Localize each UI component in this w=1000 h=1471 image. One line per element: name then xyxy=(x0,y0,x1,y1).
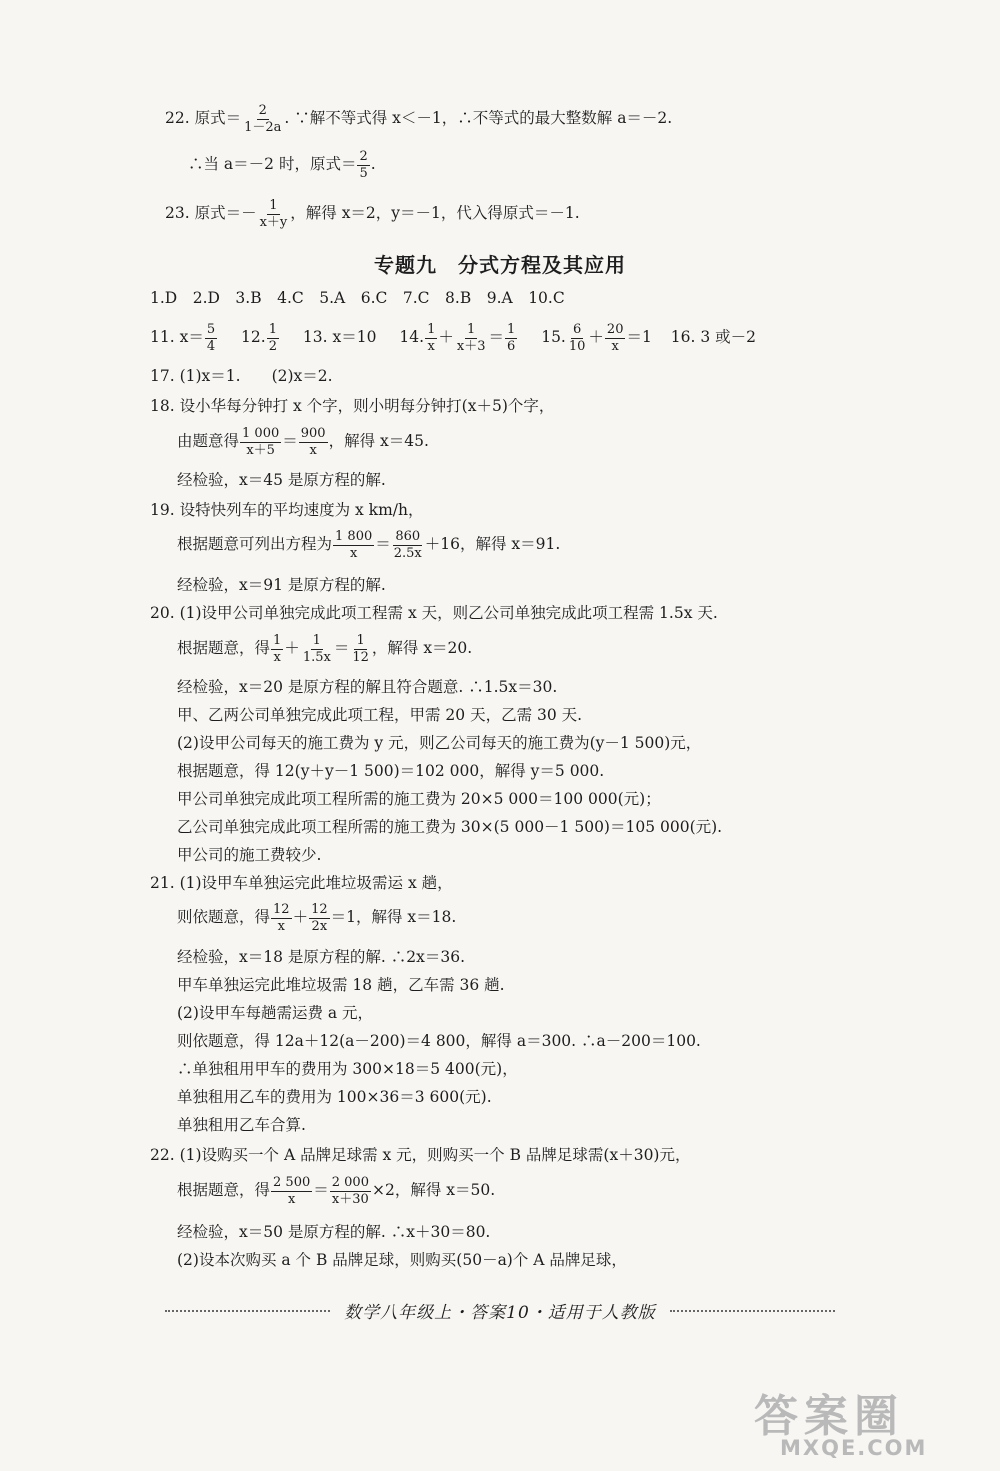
answer-20-line4: 甲、乙两公司单独完成此项工程，甲需 20 天，乙需 30 天. xyxy=(177,706,583,724)
answer-20-line3: 经检验，x＝20 是原方程的解且符合题意. ∴1.5x＝30. xyxy=(177,678,558,696)
page-footer xyxy=(0,1298,1000,1323)
denominator: x xyxy=(427,338,435,354)
watermark-logo xyxy=(740,1380,990,1464)
fill-answers xyxy=(150,323,756,353)
fraction xyxy=(567,323,588,353)
answer-18-line1: 18. 设小华每分钟打 x 个字，则小明每分钟打(x＋5)个字， xyxy=(150,397,555,415)
numerator: 5 xyxy=(206,322,216,337)
text: ，解得 x＝45. xyxy=(328,432,429,451)
numerator: 900 xyxy=(300,426,326,441)
numerator: 20 xyxy=(606,322,624,337)
text: ＝ xyxy=(313,1181,329,1200)
fraction xyxy=(357,150,369,180)
answer-19-line3: 经检验，x＝91 是原方程的解. xyxy=(177,576,386,594)
numerator: 1 xyxy=(506,322,516,337)
fraction xyxy=(240,427,281,457)
section-title: 专题九 分式方程及其应用 xyxy=(374,253,626,277)
answer-18-line3: 经检验，x＝45 是原方程的解. xyxy=(177,471,386,489)
answer-22-prev-line1 xyxy=(165,104,672,134)
denominator: 4 xyxy=(206,338,216,354)
fraction xyxy=(605,323,626,353)
fraction xyxy=(330,1176,371,1206)
answer-20-line8: 乙公司单独完成此项工程所需的施工费为 30×(5 000－1 500)＝105 000(元). xyxy=(177,818,723,836)
numerator: 12 xyxy=(311,902,328,917)
fraction xyxy=(425,323,437,353)
text: . ∵解不等式得 x＜－1，∴不等式的最大整数解 a＝－2. xyxy=(284,109,673,128)
answer-21-line1: 21. (1)设甲车单独运完此堆垃圾需运 x 趟， xyxy=(150,874,453,892)
numerator: 1 xyxy=(467,322,476,337)
text: ＝ xyxy=(375,535,391,554)
answer-20-line2 xyxy=(177,634,472,664)
text: 12. xyxy=(241,328,266,347)
denominator: 5 xyxy=(359,165,368,181)
watermark-main: 答案圈 xyxy=(754,1391,904,1442)
fraction xyxy=(392,530,424,560)
denominator: x＋y xyxy=(259,214,288,230)
answer-20-line6: 根据题意，得 12(y＋y－1 500)＝102 000，解得 y＝5 000. xyxy=(177,762,605,780)
footer-rule-left xyxy=(165,1310,330,1312)
text: 13. x＝10 xyxy=(302,328,377,347)
answer-21-line7: ∴单独租用甲车的费用为 300×18＝5 400(元)， xyxy=(177,1060,518,1078)
answer-23-prev xyxy=(165,199,580,229)
text: ＋ xyxy=(438,328,454,347)
text: 15. xyxy=(541,328,566,347)
text: 23. 原式＝－ xyxy=(165,204,257,223)
text: 11. x＝ xyxy=(150,328,204,347)
text: ＋ xyxy=(588,328,604,347)
denominator: x xyxy=(277,918,285,934)
fraction xyxy=(242,104,283,134)
denominator: x＋30 xyxy=(331,1191,369,1207)
footer-text: 数学八年级上・答案10・适用于人教版 xyxy=(344,1303,656,1323)
denominator: 2x xyxy=(311,918,328,934)
text: 14. xyxy=(399,328,425,347)
answer-21-line4: 甲车单独运完此堆垃圾需 18 趟，乙车需 36 趟. xyxy=(177,976,505,994)
answer-22-line4: (2)设本次购买 a 个 B 品牌足球，则购买(50－a)个 A 品牌足球， xyxy=(177,1251,627,1269)
numerator: 12 xyxy=(273,902,290,917)
text: 由题意得 xyxy=(177,432,240,451)
answer-21-line2 xyxy=(177,903,456,933)
numerator: 2 xyxy=(258,103,267,118)
numerator: 1 xyxy=(269,198,278,213)
fraction xyxy=(267,323,279,353)
answer-20-line1: 20. (1)设甲公司单独完成此项工程需 x 天，则乙公司单独完成此项工程需 1.5x 天. xyxy=(150,604,718,622)
answer-18-line2 xyxy=(177,427,429,457)
denominator: 6 xyxy=(506,338,516,354)
denominator: 2 xyxy=(268,338,277,354)
text: 则依题意，得 xyxy=(177,908,271,927)
numerator: 2 500 xyxy=(273,1175,311,1190)
fraction xyxy=(350,634,371,664)
text: ＝ xyxy=(333,639,350,658)
denominator: x＋5 xyxy=(246,442,275,458)
choice-answers: 1.D 2.D 3.B 4.C 5.A 6.C 7.C 8.B 9.A 10.C xyxy=(150,289,565,307)
text: 根据题意，得 xyxy=(177,1181,271,1200)
denominator: x＋3 xyxy=(456,338,486,354)
numerator: 1 xyxy=(427,322,436,337)
denominator: x xyxy=(287,1191,296,1207)
numerator: 860 xyxy=(395,529,421,544)
numerator: 1 800 xyxy=(335,529,373,544)
denominator: x xyxy=(309,442,317,458)
answer-22-prev-line2 xyxy=(188,150,376,180)
fraction xyxy=(301,634,333,664)
fraction xyxy=(333,530,374,560)
answer-21-line9: 单独租用乙车合算. xyxy=(177,1116,306,1134)
denominator: 1－2a xyxy=(244,119,282,135)
answer-21-line5: (2)设甲车每趟需运费 a 元， xyxy=(177,1004,374,1022)
text: ，解得 x＝20. xyxy=(371,639,473,658)
answer-22-line2 xyxy=(177,1176,495,1206)
text: . xyxy=(370,155,376,174)
answer-20-line9: 甲公司的施工费较少. xyxy=(177,846,322,864)
fraction xyxy=(309,903,330,933)
answer-21-line6: 则依题意，得 12a＋12(a－200)＝4 800，解得 a＝300. ∴a－200＝100. xyxy=(177,1032,701,1050)
answer-20-line7: 甲公司单独完成此项工程所需的施工费为 20×5 000＝100 000(元)； xyxy=(177,790,661,808)
text: ＝ xyxy=(488,328,504,347)
answer-19-line2 xyxy=(177,530,560,560)
answer-21-line8: 单独租用乙车的费用为 100×36＝3 600(元). xyxy=(177,1088,492,1106)
watermark-url: MXQE.COM xyxy=(780,1436,928,1460)
text: ＋ xyxy=(292,908,309,927)
text: 16. 3 或－2 xyxy=(670,328,757,347)
text: ＋16，解得 x＝91. xyxy=(424,535,561,554)
text: ＝ xyxy=(282,432,298,451)
answer-22-line1: 22. (1)设购买一个 A 品牌足球需 x 元，则购买一个 B 品牌足球需(x＋30)元， xyxy=(150,1146,691,1164)
text: ，解得 x＝2，y＝－1，代入得原式＝－1. xyxy=(290,204,580,223)
answer-22-line3: 经检验，x＝50 是原方程的解. ∴x＋30＝80. xyxy=(177,1223,491,1241)
fraction xyxy=(505,323,517,353)
numerator: 6 xyxy=(572,322,582,337)
denominator: x xyxy=(349,545,358,561)
answer-21-line3: 经检验，x＝18 是原方程的解. ∴2x＝36. xyxy=(177,948,465,966)
numerator: 2 000 xyxy=(331,1175,369,1190)
denominator: 10 xyxy=(568,338,586,354)
fraction xyxy=(258,199,290,229)
numerator: 1 xyxy=(268,322,277,337)
fraction xyxy=(271,634,283,664)
fraction xyxy=(271,903,292,933)
fraction xyxy=(455,323,488,353)
denominator: 12 xyxy=(352,649,369,665)
text: 22. 原式＝ xyxy=(165,109,242,128)
numerator: 1 000 xyxy=(242,426,280,441)
fraction xyxy=(271,1176,312,1206)
answer-19-line1: 19. 设特快列车的平均速度为 x km/h， xyxy=(150,501,424,519)
fraction xyxy=(299,427,328,457)
footer-rule-right xyxy=(670,1310,835,1312)
denominator: x xyxy=(611,338,619,354)
answer-17: 17. (1)x＝1. (2)x＝2. xyxy=(150,367,333,385)
text: ∴当 a＝－2 时，原式＝ xyxy=(188,155,357,174)
answer-20-line5: (2)设甲公司每天的施工费为 y 元，则乙公司每天的施工费为(y－1 500)元， xyxy=(177,734,702,752)
text: ×2，解得 x＝50. xyxy=(371,1181,496,1200)
denominator: x xyxy=(273,649,281,665)
text: ＋ xyxy=(284,639,300,658)
fraction xyxy=(205,323,217,353)
numerator: 1 xyxy=(273,633,282,648)
text: ＝1，解得 x＝18. xyxy=(330,908,457,927)
numerator: 1 xyxy=(312,633,321,648)
text: 根据题意可列出方程为 xyxy=(177,535,333,554)
text: 根据题意，得 xyxy=(177,639,271,658)
denominator: 2.5x xyxy=(393,545,422,561)
numerator: 1 xyxy=(356,633,365,648)
denominator: 1.5x xyxy=(302,649,331,665)
text: ＝1 xyxy=(626,328,652,347)
numerator: 2 xyxy=(359,149,368,164)
